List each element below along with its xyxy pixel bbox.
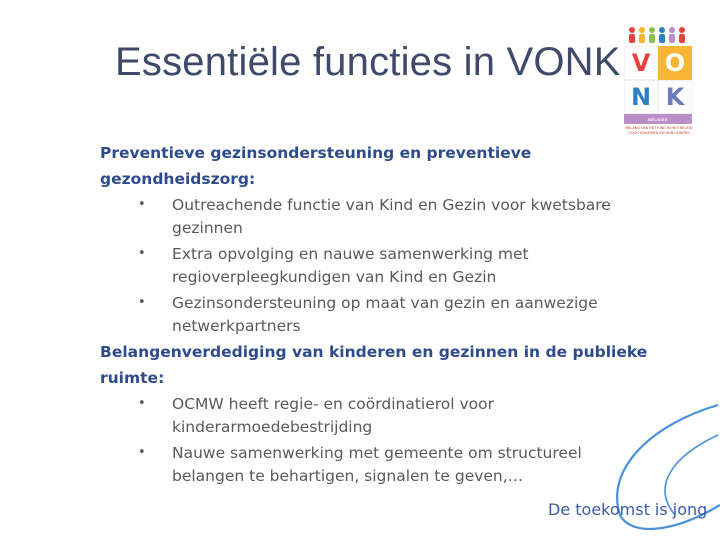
bullet-item (100, 391, 660, 440)
bullet-item (100, 440, 660, 489)
bullet-icon: • (138, 295, 146, 310)
bullet-text: belangen te behartigen, signalen te geven,… (172, 467, 524, 485)
bullet-icon: • (138, 396, 146, 411)
bullet-text: Outreachende functie van Kind en Gezin voor kwetsbare (172, 196, 611, 214)
logo-letter-n: N (624, 80, 658, 114)
slide-body (100, 140, 660, 489)
heading-line: ruimte: (100, 369, 165, 387)
logo-letter-o: O (658, 46, 692, 80)
logo-tagline: VOOR KINDEREN EN HUN OUDERS (628, 131, 690, 135)
bullet-text: netwerkpartners (172, 317, 301, 335)
heading-line: Belangenverdediging van kinderen en gezinnen in de publieke (100, 343, 648, 361)
logo-tagline: BELANG VAN HET KIND IN HET BELEID (625, 126, 693, 130)
bullet-item (100, 192, 660, 241)
bullet-text: Extra opvolging en nauwe samenwerking met (172, 245, 529, 263)
bullet-icon: • (138, 246, 146, 261)
bullet-text: Gezinsondersteuning op maat van gezin en aanwezige (172, 294, 598, 312)
children-figures-icon (626, 25, 690, 45)
bullet-icon: • (138, 445, 146, 460)
heading-line: gezondheidszorg: (100, 170, 256, 188)
vonk-logo (622, 25, 694, 137)
logo-band: BELGIES (624, 114, 692, 124)
slide-title: Essentiële functies in VONK (115, 40, 621, 84)
bullet-text: kinderarmoedebestrijding (172, 418, 373, 436)
bullet-text: OCMW heeft regie- en coördinatierol voor (172, 395, 495, 413)
logo-letter-v: V (624, 46, 658, 80)
bullet-item (100, 241, 660, 290)
section-heading (100, 339, 660, 391)
bullet-text: regioverpleegkundigen van Kind en Gezin (172, 268, 497, 286)
heading-line: Preventieve gezinsondersteuning en preventieve (100, 144, 532, 162)
logo-letter-k: K (658, 80, 692, 114)
bullet-text: Nauwe samenwerking met gemeente om structureel (172, 444, 582, 462)
section-heading (100, 140, 660, 192)
logo-letter-grid (624, 46, 692, 114)
bullet-text: gezinnen (172, 219, 243, 237)
footer-slogan: De toekomst is jong (548, 500, 708, 519)
bullet-icon: • (138, 197, 146, 212)
bullet-item (100, 290, 660, 339)
